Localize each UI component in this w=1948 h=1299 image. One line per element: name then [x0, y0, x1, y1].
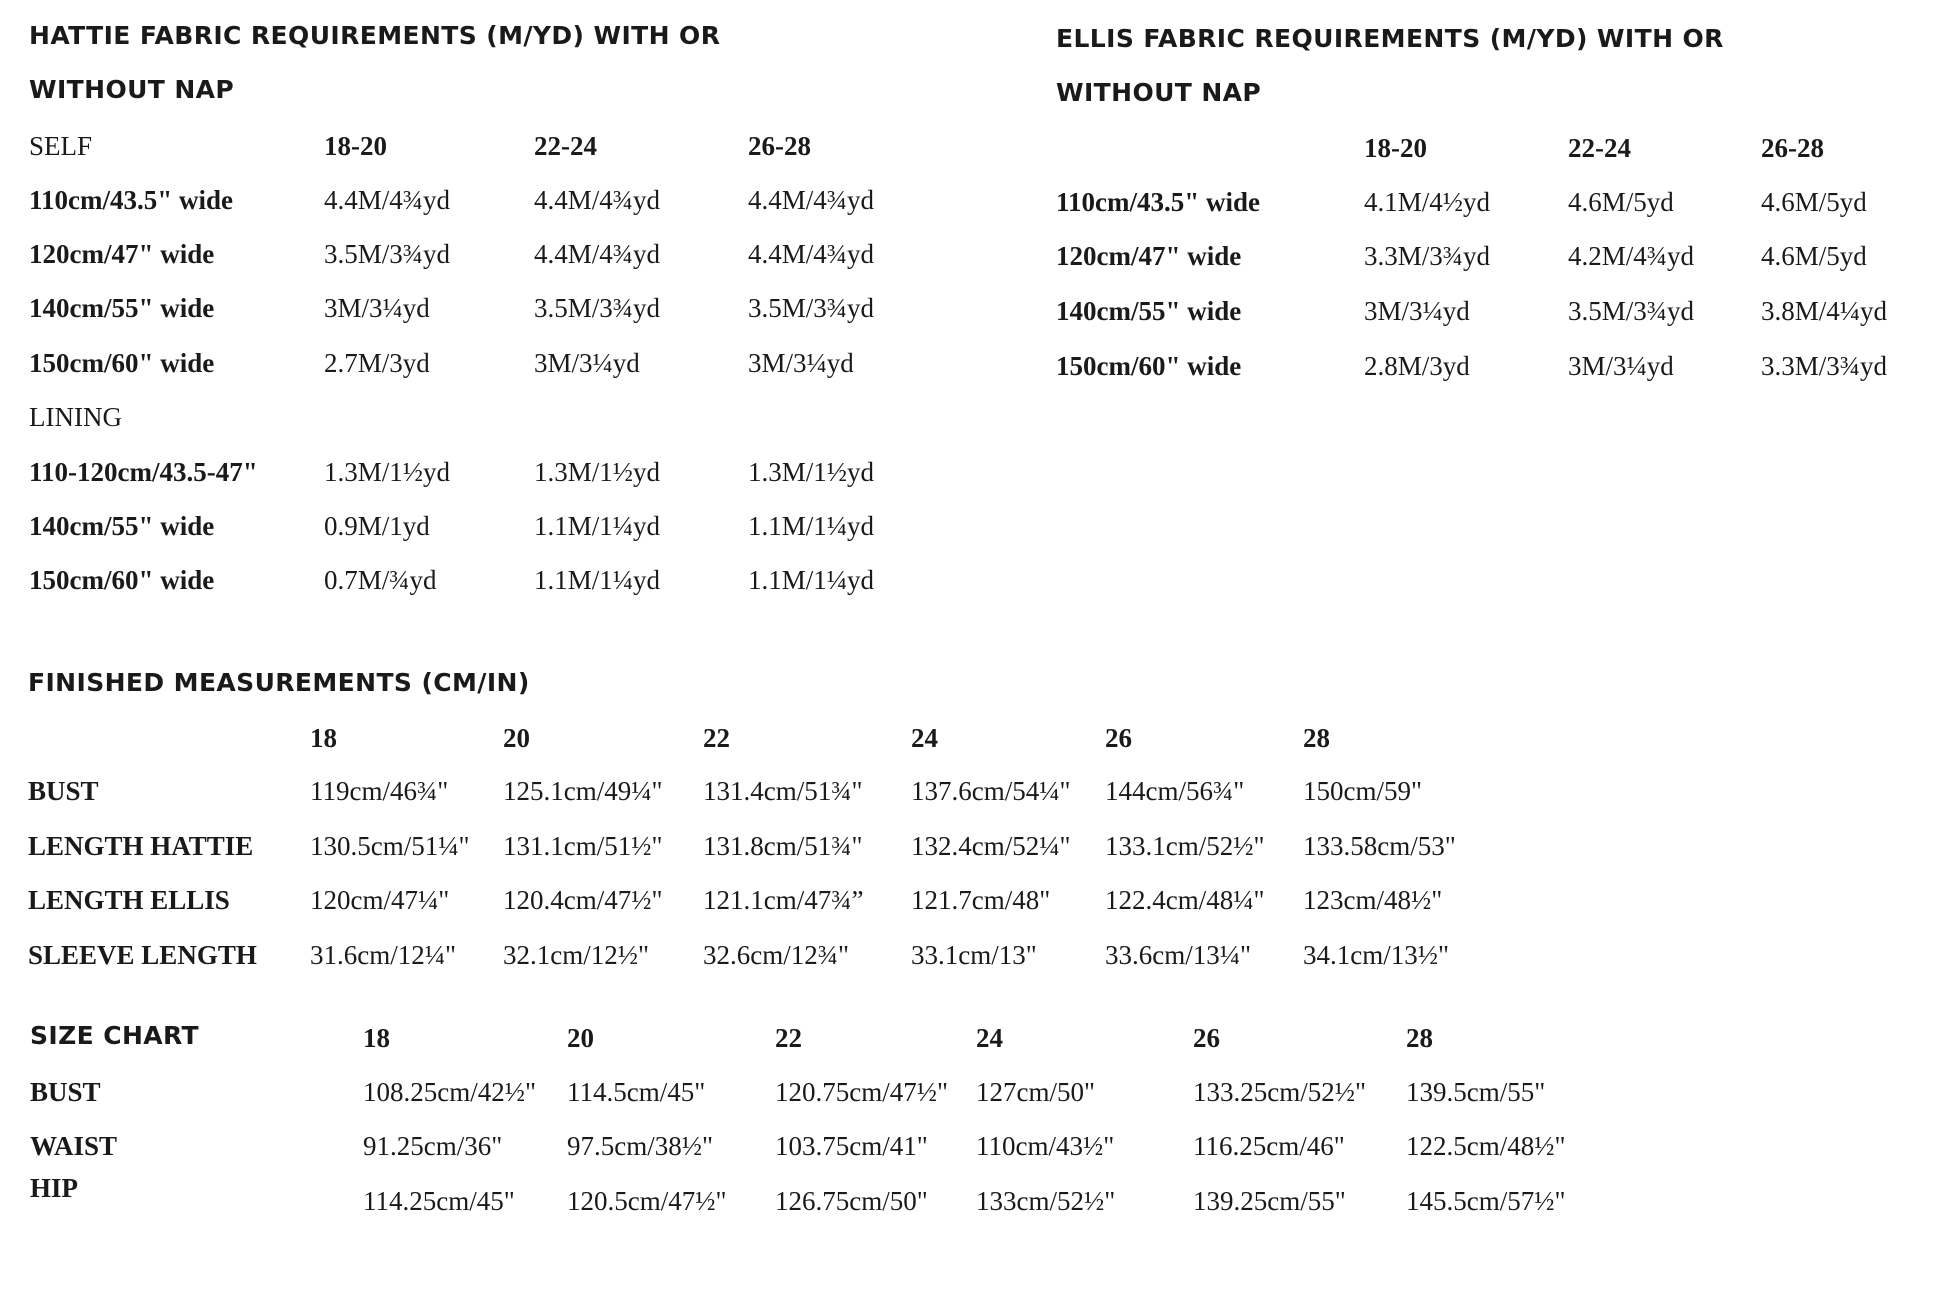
hattie-cell: 3M/3¼yd	[324, 293, 430, 323]
size-chart-cell: 116.25cm/46"	[1193, 1131, 1345, 1161]
hattie-cell: 3.5M/3¾yd	[534, 293, 661, 323]
size-chart-cell: 145.5cm/57½"	[1406, 1186, 1566, 1216]
size-chart-cell: 114.5cm/45"	[567, 1077, 706, 1107]
finished-cell: 121.7cm/48"	[911, 885, 1051, 915]
ellis-cell: 3.3M/3¾yd	[1761, 351, 1888, 381]
size-chart-size-header: 26	[1193, 1023, 1220, 1053]
hattie-lining-cell: 1.3M/1½yd	[534, 457, 661, 487]
finished-cell: 120.4cm/47½"	[503, 885, 663, 915]
finished-row-label: BUST	[28, 776, 99, 806]
finished-cell: 33.6cm/13¼"	[1105, 940, 1252, 970]
size-chart-cell: 110cm/43½"	[976, 1131, 1115, 1161]
hattie-size-header: 18-20	[324, 131, 387, 161]
finished-cell: 150cm/59"	[1303, 776, 1423, 806]
finished-cell: 144cm/56¾"	[1105, 776, 1245, 806]
size-chart-cell: 97.5cm/38½"	[567, 1131, 714, 1161]
ellis-cell: 3M/3¼yd	[1364, 296, 1470, 326]
finished-cell: 121.1cm/47¾”	[703, 885, 864, 915]
finished-title: FINISHED MEASUREMENTS (CM/IN)	[28, 668, 530, 697]
hattie-cell: 4.4M/4¾yd	[748, 185, 875, 215]
size-chart-title: SIZE CHART	[30, 1021, 200, 1050]
hattie-row-label: 140cm/55" wide	[29, 293, 215, 323]
ellis-title-line1: ELLIS FABRIC REQUIREMENTS (M/YD) WITH OR	[1056, 24, 1724, 53]
size-chart-cell: 120.75cm/47½"	[775, 1077, 949, 1107]
finished-cell: 131.8cm/51¾"	[703, 831, 863, 861]
ellis-title-line2: WITHOUT NAP	[1056, 78, 1262, 107]
hattie-lining-label: LINING	[29, 402, 122, 432]
ellis-size-header: 18-20	[1364, 133, 1427, 163]
hattie-title-line1: HATTIE FABRIC REQUIREMENTS (M/YD) WITH OR	[29, 21, 721, 50]
ellis-cell: 4.6M/5yd	[1761, 187, 1867, 217]
finished-row-label: LENGTH HATTIE	[28, 831, 254, 861]
hattie-size-header: 22-24	[534, 131, 597, 161]
hattie-cell: 3.5M/3¾yd	[324, 239, 451, 269]
finished-size-header: 18	[310, 723, 337, 753]
hattie-lining-cell: 0.7M/¾yd	[324, 565, 437, 595]
size-chart-size-header: 20	[567, 1023, 594, 1053]
hattie-row-label: 110cm/43.5" wide	[29, 185, 233, 215]
finished-size-header: 28	[1303, 723, 1330, 753]
finished-cell: 119cm/46¾"	[310, 776, 449, 806]
hattie-cell: 4.4M/4¾yd	[324, 185, 451, 215]
finished-cell: 33.1cm/13"	[911, 940, 1037, 970]
hattie-lining-cell: 1.3M/1½yd	[748, 457, 875, 487]
size-chart-cell: 120.5cm/47½"	[567, 1186, 727, 1216]
finished-row-label: SLEEVE LENGTH	[28, 940, 257, 970]
finished-cell: 131.1cm/51½"	[503, 831, 663, 861]
size-chart-size-header: 28	[1406, 1023, 1433, 1053]
hattie-title-line2: WITHOUT NAP	[29, 75, 235, 104]
size-chart-cell: 139.25cm/55"	[1193, 1186, 1346, 1216]
hattie-row-label: 150cm/60" wide	[29, 348, 215, 378]
ellis-cell: 4.2M/4¾yd	[1568, 241, 1695, 271]
hattie-cell: 4.4M/4¾yd	[748, 239, 875, 269]
finished-cell: 131.4cm/51¾"	[703, 776, 863, 806]
ellis-row-label: 150cm/60" wide	[1056, 351, 1242, 381]
hattie-lining-cell: 1.1M/1¼yd	[748, 511, 875, 541]
finished-cell: 123cm/48½"	[1303, 885, 1443, 915]
size-chart-cell: 133.25cm/52½"	[1193, 1077, 1367, 1107]
hattie-row-label: 120cm/47" wide	[29, 239, 215, 269]
finished-cell: 133.1cm/52½"	[1105, 831, 1265, 861]
size-chart-cell: 108.25cm/42½"	[363, 1077, 537, 1107]
ellis-cell: 3.8M/4¼yd	[1761, 296, 1888, 326]
hattie-lining-row-label: 140cm/55" wide	[29, 511, 215, 541]
ellis-cell: 4.6M/5yd	[1761, 241, 1867, 271]
finished-size-header: 20	[503, 723, 530, 753]
finished-cell: 125.1cm/49¼"	[503, 776, 663, 806]
hattie-cell: 4.4M/4¾yd	[534, 185, 661, 215]
finished-cell: 130.5cm/51¼"	[310, 831, 470, 861]
hattie-lining-cell: 1.1M/1¼yd	[534, 565, 661, 595]
size-chart-cell: 139.5cm/55"	[1406, 1077, 1546, 1107]
size-chart-size-header: 24	[976, 1023, 1003, 1053]
finished-cell: 132.4cm/52¼"	[911, 831, 1071, 861]
size-chart-cell: 114.25cm/45"	[363, 1186, 515, 1216]
ellis-row-label: 120cm/47" wide	[1056, 241, 1242, 271]
hattie-cell: 3M/3¼yd	[748, 348, 854, 378]
finished-size-header: 24	[911, 723, 938, 753]
size-chart-row-label: HIP	[30, 1173, 79, 1203]
finished-cell: 34.1cm/13½"	[1303, 940, 1450, 970]
ellis-cell: 3.3M/3¾yd	[1364, 241, 1491, 271]
ellis-row-label: 110cm/43.5" wide	[1056, 187, 1260, 217]
size-chart-size-header: 18	[363, 1023, 390, 1053]
hattie-self-label: SELF	[29, 131, 93, 161]
size-chart-cell: 127cm/50"	[976, 1077, 1096, 1107]
finished-cell: 32.1cm/12½"	[503, 940, 650, 970]
size-chart-size-header: 22	[775, 1023, 802, 1053]
finished-row-label: LENGTH ELLIS	[28, 885, 230, 915]
size-chart-cell: 103.75cm/41"	[775, 1131, 928, 1161]
size-chart-cell: 122.5cm/48½"	[1406, 1131, 1566, 1161]
finished-cell: 122.4cm/48¼"	[1105, 885, 1265, 915]
ellis-cell: 4.6M/5yd	[1568, 187, 1674, 217]
finished-cell: 120cm/47¼"	[310, 885, 450, 915]
size-chart-cell: 133cm/52½"	[976, 1186, 1116, 1216]
size-chart-row-label: WAIST	[30, 1131, 118, 1161]
hattie-cell: 2.7M/3yd	[324, 348, 430, 378]
hattie-cell: 3.5M/3¾yd	[748, 293, 875, 323]
ellis-cell: 4.1M/4½yd	[1364, 187, 1491, 217]
hattie-cell: 3M/3¼yd	[534, 348, 640, 378]
hattie-lining-cell: 1.3M/1½yd	[324, 457, 451, 487]
finished-cell: 133.58cm/53"	[1303, 831, 1456, 861]
ellis-cell: 3M/3¼yd	[1568, 351, 1674, 381]
finished-cell: 32.6cm/12¾"	[703, 940, 850, 970]
hattie-size-header: 26-28	[748, 131, 811, 161]
finished-cell: 31.6cm/12¼"	[310, 940, 457, 970]
size-chart-cell: 91.25cm/36"	[363, 1131, 503, 1161]
finished-size-header: 26	[1105, 723, 1132, 753]
finished-cell: 137.6cm/54¼"	[911, 776, 1071, 806]
ellis-size-header: 26-28	[1761, 133, 1824, 163]
ellis-cell: 2.8M/3yd	[1364, 351, 1470, 381]
hattie-lining-row-label: 150cm/60" wide	[29, 565, 215, 595]
size-chart-cell: 126.75cm/50"	[775, 1186, 928, 1216]
hattie-lining-cell: 1.1M/1¼yd	[534, 511, 661, 541]
hattie-lining-cell: 0.9M/1yd	[324, 511, 430, 541]
hattie-cell: 4.4M/4¾yd	[534, 239, 661, 269]
finished-size-header: 22	[703, 723, 730, 753]
ellis-size-header: 22-24	[1568, 133, 1631, 163]
ellis-cell: 3.5M/3¾yd	[1568, 296, 1695, 326]
size-chart-row-label: BUST	[30, 1077, 101, 1107]
ellis-row-label: 140cm/55" wide	[1056, 296, 1242, 326]
hattie-lining-cell: 1.1M/1¼yd	[748, 565, 875, 595]
hattie-lining-row-label: 110-120cm/43.5-47"	[29, 457, 258, 487]
